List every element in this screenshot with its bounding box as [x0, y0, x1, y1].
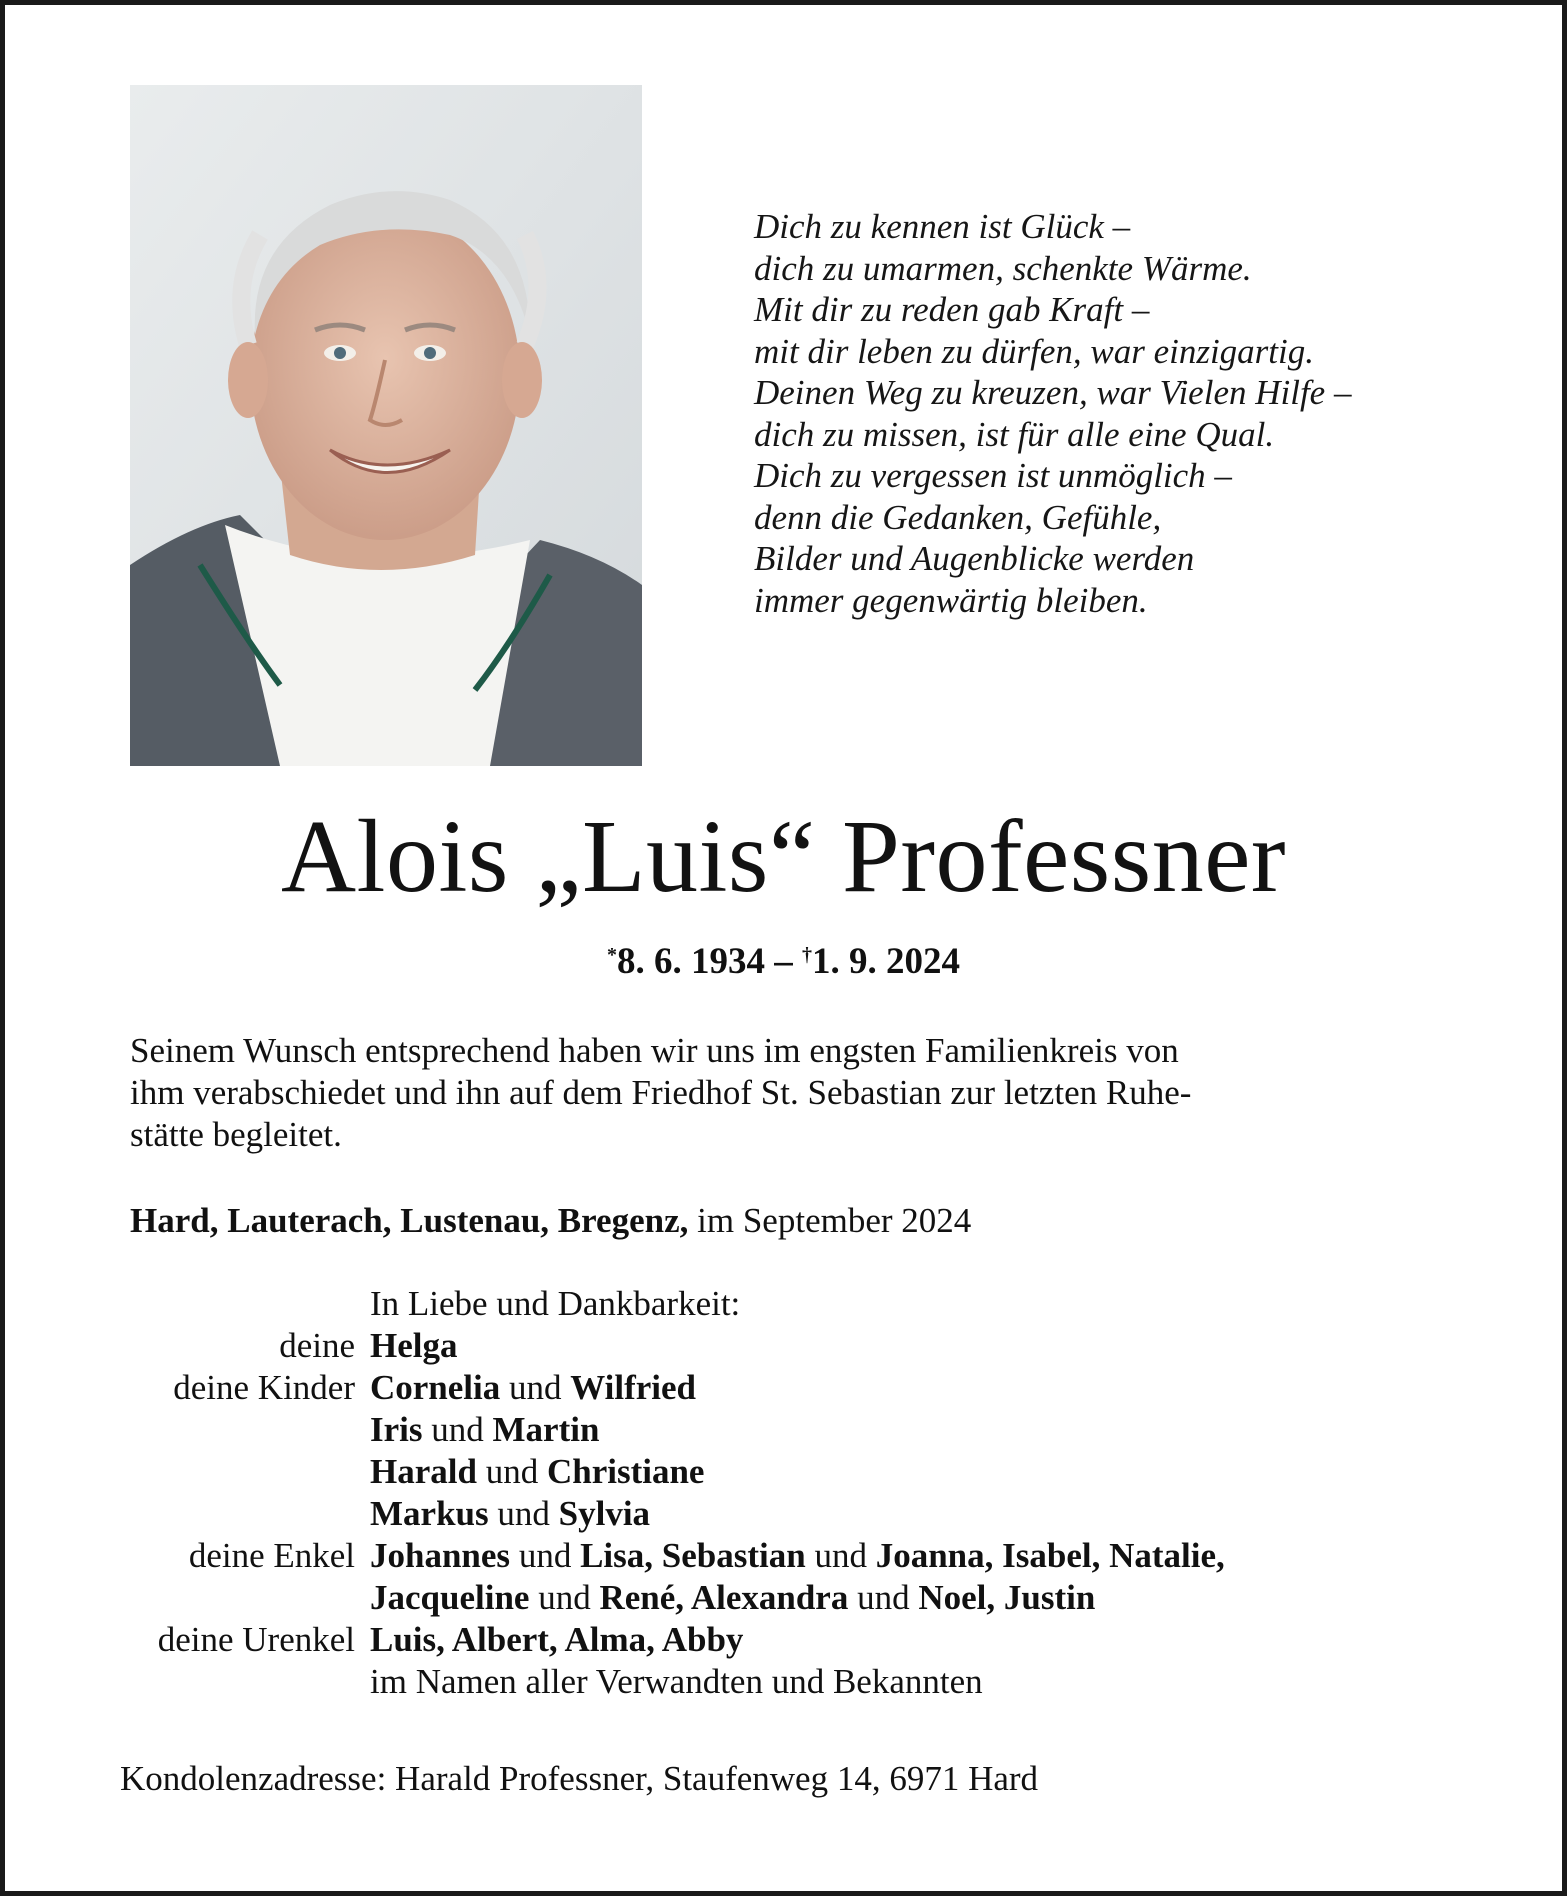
date-separator: –	[765, 941, 802, 982]
family-closing-row	[130, 1661, 1530, 1703]
poem-line: Bilder und Augenblicke werden	[754, 539, 1195, 578]
family-name: Iris	[370, 1410, 423, 1449]
family-list	[130, 1283, 1530, 1703]
family-name: Christiane	[546, 1452, 705, 1491]
death-symbol: †	[802, 944, 812, 966]
family-label: deine Enkel	[188, 1536, 355, 1575]
family-name: Lisa, Sebastian	[580, 1536, 806, 1575]
poem-line: Mit dir zu reden gab Kraft –	[754, 290, 1150, 329]
family-row-children: deine Kinder Cornelia und Wilfried	[130, 1367, 1530, 1409]
announcement-text	[130, 1030, 1450, 1156]
deceased-name: Alois „Luis“ Professner	[280, 799, 1287, 914]
condolence-address: Kondolenzadresse: Harald Professner, Staufenweg 14, 6971 Hard	[120, 1759, 1039, 1798]
family-name: Cornelia	[370, 1368, 501, 1407]
family-label: deine Kinder	[173, 1368, 355, 1407]
poem-line: dich zu missen, ist für alle eine Qual.	[754, 414, 1275, 454]
places-date	[130, 1200, 971, 1242]
birth-symbol: *	[607, 944, 617, 966]
poem-line: mit dir leben zu dürfen, war einzigartig.	[754, 331, 1314, 371]
family-intro-row	[130, 1283, 1530, 1325]
poem-line: Deinen Weg zu kreuzen, war Vielen Hilfe –	[754, 373, 1352, 412]
family-name: Luis, Albert, Alma, Abby	[370, 1620, 744, 1659]
family-row-wife	[130, 1325, 1530, 1367]
poem-line: Dich zu kennen ist Glück –	[754, 207, 1131, 246]
family-name: Harald	[370, 1452, 477, 1491]
places-month: im September 2024	[688, 1201, 972, 1240]
family-row-grandchildren: deine Enkel Johannes und Lisa, Sebastian und Joanna, Isabel, Natalie,	[130, 1535, 1530, 1577]
family-name: René, Alexandra	[599, 1578, 849, 1617]
family-name: Johannes	[370, 1536, 511, 1575]
death-date: 1. 9. 2024	[812, 941, 960, 982]
family-name: Sylvia	[558, 1494, 651, 1533]
family-row-children: Iris und Martin	[370, 1410, 600, 1449]
family-name: Wilfried	[570, 1368, 696, 1407]
family-name: Martin	[492, 1410, 600, 1449]
family-name: Markus	[370, 1494, 489, 1533]
life-dates	[0, 940, 1567, 984]
announcement-line: stätte begleitet.	[130, 1115, 342, 1154]
family-name: Noel, Justin	[918, 1578, 1096, 1617]
places-towns: Hard, Lauterach, Lustenau, Bregenz,	[130, 1201, 689, 1240]
family-row-great-grandchildren	[130, 1619, 1530, 1661]
family-row-children: Markus und Sylvia	[370, 1494, 651, 1533]
family-label: deine Urenkel	[157, 1620, 355, 1659]
memorial-poem	[754, 206, 1514, 621]
announcement-line: Seinem Wunsch entsprechend haben wir uns im engsten Familienkreis von	[130, 1031, 1179, 1070]
family-row-grandchildren: Jacqueline und René, Alexandra und Noel, Justin	[370, 1578, 1096, 1617]
family-name: Joanna, Isabel, Natalie,	[875, 1536, 1225, 1575]
poem-line: Dich zu vergessen ist unmöglich –	[754, 456, 1232, 495]
family-intro: In Liebe und Dankbarkeit:	[370, 1284, 741, 1323]
announcement-line: ihm verabschiedet und ihn auf dem Friedhof St. Sebastian zur letzten Ruhe-	[130, 1073, 1192, 1112]
portrait-photo	[130, 85, 642, 766]
family-name: Jacqueline	[370, 1578, 530, 1617]
family-row-children: Harald und Christiane	[370, 1452, 705, 1491]
poem-line: dich zu umarmen, schenkte Wärme.	[754, 248, 1252, 288]
family-label: deine	[279, 1326, 355, 1365]
poem-line: denn die Gedanken, Gefühle,	[754, 497, 1162, 537]
poem-line: immer gegenwärtig bleiben.	[754, 580, 1148, 620]
birth-date: 8. 6. 1934	[617, 941, 765, 982]
family-name: Helga	[370, 1326, 458, 1365]
family-closing: im Namen aller Verwandten und Bekannten	[370, 1662, 983, 1701]
